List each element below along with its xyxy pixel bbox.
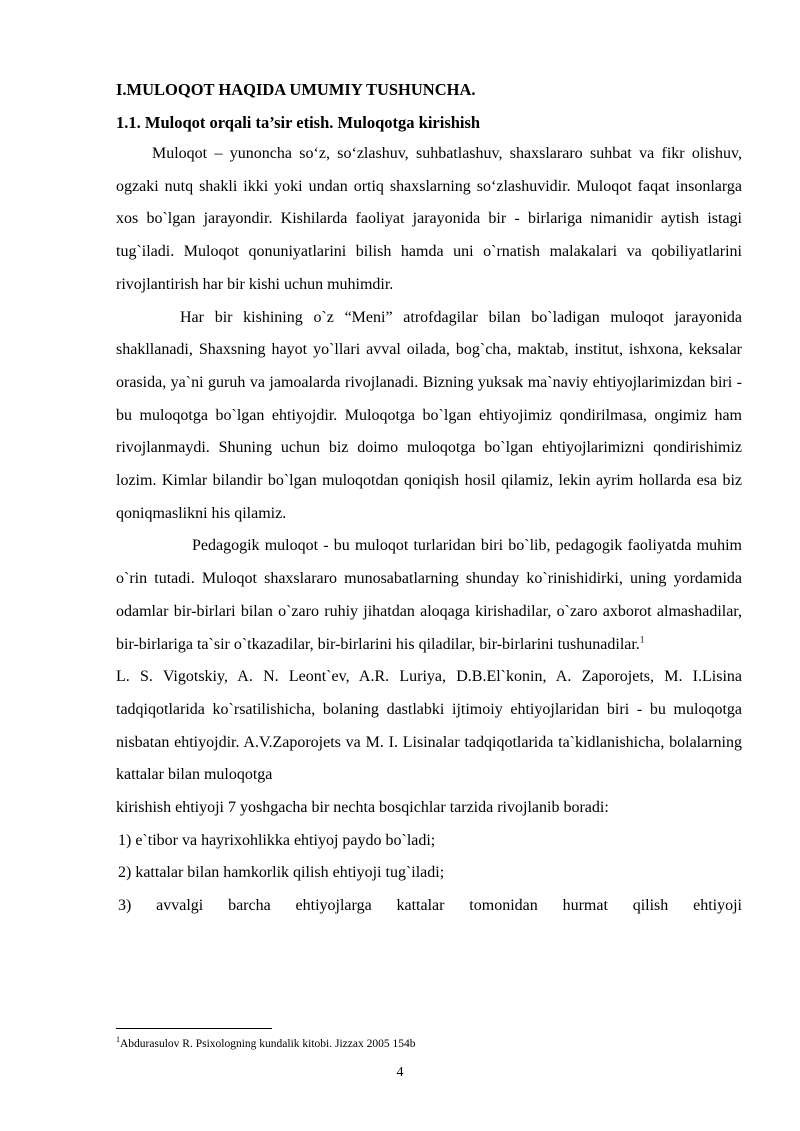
- subsection-title: 1.1. Muloqot orqali ta’sir etish. Muloqotga kirishish: [116, 113, 481, 132]
- footnote-marker: 1: [116, 1035, 120, 1045]
- paragraph-3-text: Pedagogik muloqot - bu muloqot turlaridan biri bo`lib, pedagogik faoliyatda muhim o`rin tutadi. Muloqot shaxslararo munosabatlarning shunday ko`rinishidirki, uning yordamida odamlar bir-birlari bilan o`zaro ruhiy jihatdan aloqaga kirishadilar, o`zaro axborot almashadilar, bir-birlariga ta`sir o`tkazadilar, bir-birlarini his qiladilar, bir-birlarini tushunadilar.: [116, 537, 742, 653]
- footnote-reference: 1: [639, 634, 645, 645]
- paragraph-3: [116, 530, 742, 661]
- list-item-1: 1) e`tibor va hayrixohlikka ehtiyoj paydo bo`ladi;: [118, 831, 436, 849]
- paragraph-1: Muloqot – yunoncha so‘z, so‘zlashuv, suhbatlashuv, shaxslararo suhbat va fikr olishuv, ogzaki nutq shakli ikki yoki undan ortiq shaxslarning so‘zlashuvidir. Muloqot faqat insonlarga xos bo`lgan jarayondir. Kishilarda faoliyat jarayonida bir - birlariga nimanidir aytish istagi tug`iladi. Muloqot qonuniyatlarini bilish hamda uni o`rnatish malakalari va qobiliyatlarini rivojlantirish har bir kishi uchun muhimdir.: [116, 145, 742, 293]
- page-number: 4: [396, 1065, 404, 1080]
- paragraph-4: L. S. Vigotskiy, A. N. Leont`ev, A.R. Luriya, D.B.El`konin, A. Zaporojets, M. I.Lisina tadqiqotlarida ko`rsatilishicha, bolaning dastlabki ijtimoiy ehtiyojlaridan biri - bu muloqotga nisbatan ehtiyojdir. A.V.Zaporojets va M. I. Lisinalar tadqiqotlarida ta`kidlanishicha, bolalarning kattalar bilan muloqotga: [116, 668, 742, 784]
- section-title: I.MULOQOT HAQIDA UMUMIY TUSHUNCHA.: [116, 80, 476, 99]
- footnote: [116, 1036, 415, 1052]
- paragraph-5: kirishish ehtiyoji 7 yoshgacha bir nechta bosqichlar tarzida rivojlanib boradi:: [116, 799, 609, 817]
- footnote-divider: [116, 1028, 272, 1029]
- list-item-2: 2) kattalar bilan hamkorlik qilish ehtiyoji tug`iladi;: [118, 864, 445, 882]
- footnote-text: Abdurasulov R. Psixologning kundalik kitobi. Jizzax 2005 154b: [120, 1038, 416, 1050]
- page-content: [116, 78, 742, 923]
- paragraph-2: Har bir kishining o`z “Meni” atrofdagilar bilan bo`ladigan muloqot jarayonida shakllanadi, Shaxsning hayot yo`llari avval oilada, bog`cha, maktab, institut, ishxona, keksalar orasida, ya`ni guruh va jamoalarda rivojlanadi. Bizning yuksak ma`naviy ehtiyojlarimizdan biri - bu muloqotga bo`lgan ehtiyojdir. Muloqotga bo`lgan ehtiyojimiz qondirilmasa, ongimiz ham rivojlanmaydi. Shuning uchun biz doimo muloqotga bo`lgan ehtiyojlarimizni qondirishimiz lozim. Kimlar bilandir bo`lgan muloqotdan qoniqish hosil qilamiz, lekin ayrim hollarda esa biz qoniqmaslikni his qilamiz.: [116, 308, 742, 522]
- list-item-3: 3) avvalgi barcha ehtiyojlarga kattalar tomonidan hurmat qilish ehtiyoji: [118, 897, 742, 915]
